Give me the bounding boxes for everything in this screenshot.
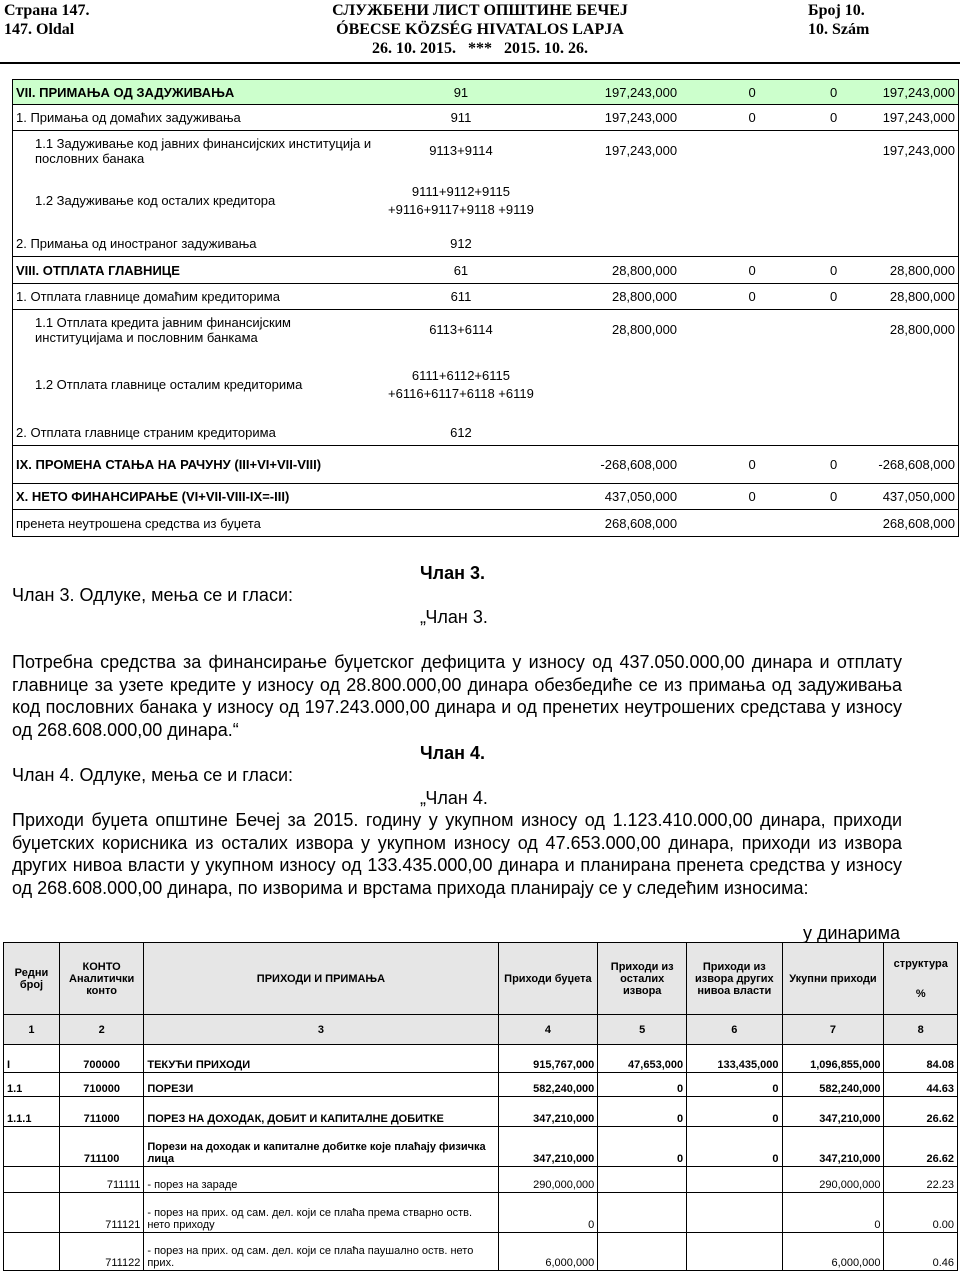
revenue-table (3, 942, 958, 1271)
table-row: 1. Отплата главнице домаћим кредиторима 611 28,800,000 0 0 28,800,000 (13, 284, 959, 310)
article-4-heading: Члан 4. (420, 743, 485, 763)
issue-number (808, 1, 869, 39)
currency-unit: у динарима (803, 923, 900, 943)
article-4-intro: Члан 4. Одлуке, мења се и гласи: (12, 765, 293, 785)
col-header-konto: КОНТО Аналитички конто (59, 943, 143, 1015)
issue-number-hu: 10. Szám (808, 21, 870, 38)
col-header-levels: Приходи из извора других нивоа власти (687, 943, 782, 1015)
table-row: 711100 Порези на доходак и капиталне добитке које плаћају физичка лица 347,210,000 0 0 347,210,000 26.62 (4, 1127, 958, 1167)
article-3-quote-heading: „Члан 3. (420, 607, 488, 627)
table-row: I 700000 ТЕКУЋИ ПРИХОДИ 915,767,000 47,653,000 133,435,000 1,096,855,000 84.08 (4, 1045, 958, 1073)
article-3-intro: Члан 3. Одлуке, мења се и гласи: (12, 585, 293, 605)
col-header-no: Редни број (4, 943, 60, 1015)
table-number-row: 1 2 3 4 5 6 7 8 (4, 1015, 958, 1045)
gazette-title-hu: ÓBECSE KÖZSÉG HIVATALOS LAPJA (336, 21, 624, 38)
page-number-sr: Страна 147. (4, 2, 90, 19)
article-3-body: Потребна средства за финансирање буџетског дефицита у износу од 437.050.000,00 динара и отплату главнице за узете кредите у износу од 28.800.000,00 динара обезбедиће се из примања од задуживања код пословних банака у износу од 197.243.000,00 динара и од пренетих неутрошених средстава у износу од 268.608.000,00 динара.“ (12, 652, 902, 740)
table-row: 1.1 Отплата кредита јавним финансијским институцијама и пословним банкама 6113+6114 28,800,000 28,800,000 (13, 310, 959, 350)
article-4-quote-heading: „Члан 4. (420, 788, 488, 808)
table-row: 2. Примања од иностраног задуживања 912 (13, 231, 959, 257)
page-number-hu: 147. Oldal (4, 21, 75, 38)
col-header-revenues: ПРИХОДИ И ПРИМАЊА (144, 943, 498, 1015)
table-row: 1.2 Задуживање код осталих кредитора 9111+9112+9115 +9116+9117+9118 +9119 (13, 171, 959, 231)
issue-number-sr: Број 10. (808, 2, 865, 19)
col-header-budget: Приходи буџета (498, 943, 598, 1015)
table-row: X. НЕТО ФИНАНСИРАЊЕ (VI+VII-VIII-IX=-III) 437,050,000 0 0 437,050,000 (13, 484, 959, 510)
table-row: 1.2 Отплата главнице осталим кредиторима 6111+6112+6115 +6116+6117+6118 +6119 (13, 350, 959, 420)
table-row: 1.1 710000 ПОРЕЗИ 582,240,000 0 0 582,240,000 44.63 (4, 1073, 958, 1097)
col-header-structure: структура % (884, 943, 958, 1015)
article-4-body: Приходи буџета општине Бечеј за 2015. годину у укупном износу од 1.123.410.000,00 динара, приходи буџетских корисника из осталих извора у укупном износу од 47.653.000,00 динара, приходи из извора других нивоа власти у укупном износу од 133.435.000,00 динара и планирана пренета средства у износу од 268.608.000,00 динара, по изворима и врстама прихода планирају се у следећим износима: (12, 810, 902, 898)
table-row: 1.1 Задуживање код јавних финансијских институција и пословних банака 9113+9114 197,243,000 197,243,000 (13, 131, 959, 171)
financing-table (12, 79, 959, 537)
gazette-date: 26. 10. 2015. *** 2015. 10. 26. (372, 40, 588, 57)
gazette-title-sr: СЛУЖБЕНИ ЛИСТ ОПШТИНЕ БЕЧЕЈ (332, 2, 628, 19)
col-header-other: Приходи из осталих извора (598, 943, 687, 1015)
table-row: VIII. ОТПЛАТА ГЛАВНИЦЕ 61 28,800,000 0 0 28,800,000 (13, 257, 959, 284)
table-header-row (4, 943, 958, 1015)
article-3-heading: Члан 3. (420, 563, 485, 583)
header-divider (0, 62, 960, 64)
table-row: 711122 - порез на прих. од сам. дел. који се плаћа паушално оств. нето прих. 6,000,000 6,000,000 0.46 (4, 1233, 958, 1271)
table-row: 2. Отплата главнице страним кредиторима 612 (13, 420, 959, 446)
col-header-total: Укупни приходи (782, 943, 884, 1015)
table-row: 711111 - порез на зараде 290,000,000 290,000,000 22.23 (4, 1167, 958, 1193)
table-row: пренета неутрошена средства из буџета 268,608,000 268,608,000 (13, 510, 959, 537)
table-row: VII. ПРИМАЊА ОД ЗАДУЖИВАЊА 91 197,243,000 0 0 197,243,000 (13, 80, 959, 105)
table-row: 1. Примања од домаћих задуживања 911 197,243,000 0 0 197,243,000 (13, 105, 959, 131)
table-row: 1.1.1 711000 ПОРЕЗ НА ДОХОДАК, ДОБИТ И КАПИТАЛНЕ ДОБИТКЕ 347,210,000 0 0 347,210,000 26.62 (4, 1097, 958, 1127)
table-row: IX. ПРОМЕНА СТАЊА НА РАЧУНУ (III+VI+VII-VIII) -268,608,000 0 0 -268,608,000 (13, 446, 959, 484)
table-row: 711121 - порез на прих. од сам. дел. који се плаћа према стварно оств. нето приходу 0 0 0.00 (4, 1193, 958, 1233)
